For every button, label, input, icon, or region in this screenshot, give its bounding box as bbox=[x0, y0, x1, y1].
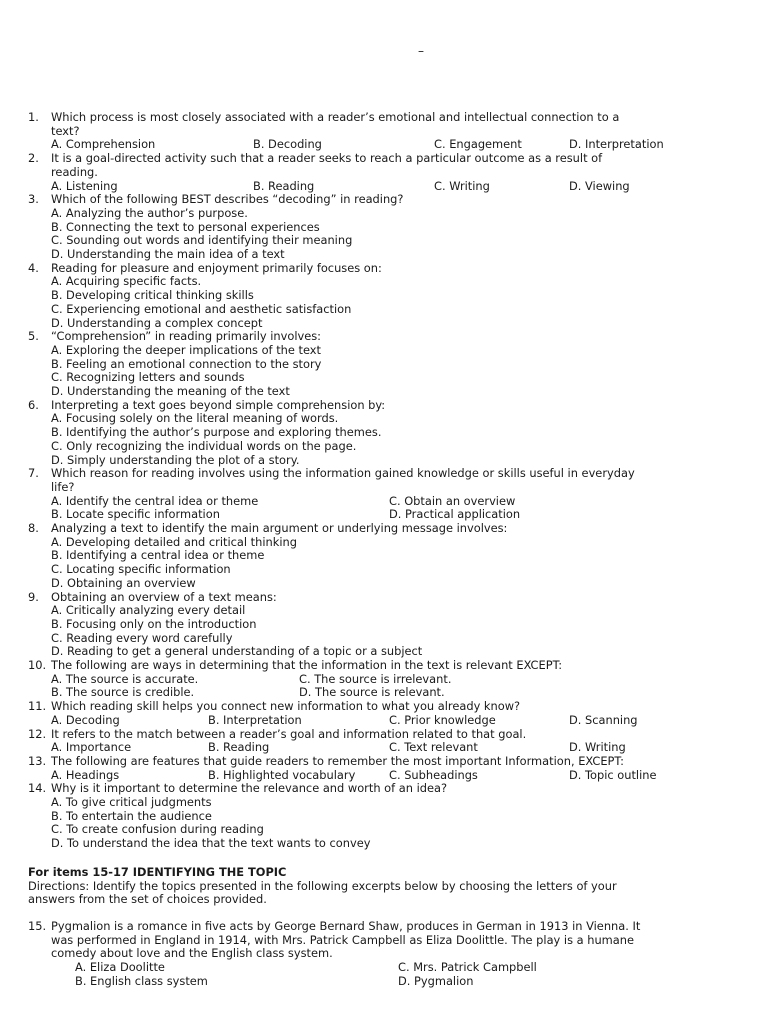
question-text-continued: text? bbox=[51, 123, 80, 138]
answer-option: B. Highlighted vocabulary bbox=[208, 767, 356, 782]
answer-option: B. Decoding bbox=[253, 137, 322, 152]
question-text: Which reason for reading involves using the information gained knowledge or skills useful in everyday bbox=[51, 466, 635, 481]
answer-option: A. The source is accurate. bbox=[51, 671, 199, 686]
question-text: Which of the following BEST describes “decoding” in reading? bbox=[51, 192, 404, 207]
answer-option: B. Interpretation bbox=[208, 712, 302, 727]
answer-option: D. Reading to get a general understanding of a topic or a subject bbox=[51, 644, 423, 659]
answer-option: A. Exploring the deeper implications of the text bbox=[51, 342, 321, 357]
answer-option: D. The source is relevant. bbox=[299, 685, 445, 700]
answer-option: B. Developing critical thinking skills bbox=[51, 288, 254, 303]
answer-option: D. Understanding the main idea of a text bbox=[51, 247, 285, 261]
answer-option: D. Understanding the meaning of the text bbox=[51, 384, 290, 398]
question-number: 8. bbox=[28, 521, 39, 535]
question-text: Why is it important to determine the relevance and worth of an idea? bbox=[51, 781, 448, 796]
answer-option: A. Listening bbox=[51, 178, 118, 193]
answer-option: C. Locating specific information bbox=[51, 562, 231, 577]
question-text-continued: reading. bbox=[51, 164, 98, 179]
answer-option: B. Focusing only on the introduction bbox=[51, 616, 257, 631]
answer-option: D. To understand the idea that the text wants to convey bbox=[51, 836, 371, 851]
answer-option: B. Reading bbox=[208, 740, 270, 755]
answer-option: C. Text relevant bbox=[389, 740, 478, 755]
answer-option: C. Prior knowledge bbox=[389, 712, 496, 727]
question-number: 5. bbox=[28, 329, 39, 344]
answer-option: B. Connecting the text to personal experiences bbox=[51, 219, 320, 234]
answer-option: D. Viewing bbox=[569, 178, 630, 193]
answer-option: C. Engagement bbox=[434, 137, 522, 152]
answer-option: D. Interpretation bbox=[569, 137, 664, 152]
answer-option: B. To entertain the audience bbox=[51, 808, 212, 823]
question-text: Pygmalion is a romance in five acts by George Bernard Shaw, produces in German in 1913 in Vienna. It bbox=[51, 919, 641, 933]
answer-option: B. Identifying a central idea or theme bbox=[51, 548, 265, 563]
question-number: 6. bbox=[28, 397, 39, 412]
answer-option: C. Sounding out words and identifying their meaning bbox=[51, 233, 353, 248]
answer-option: C. Only recognizing the individual words on the page. bbox=[51, 438, 357, 453]
answer-option: D. Writing bbox=[569, 740, 626, 755]
question-text-continued: was performed in England in 1914, with Mrs. Patrick Campbell as Eliza Doolittle. The play is a humane bbox=[51, 932, 634, 947]
answer-option: A. Identify the central idea or theme bbox=[51, 493, 259, 508]
question-text-continued: life? bbox=[51, 479, 75, 494]
answer-option: D. Obtaining an overview bbox=[51, 575, 196, 590]
answer-option: B. The source is credible. bbox=[51, 685, 195, 700]
question-text-continued: comedy about love and the English class system. bbox=[51, 946, 333, 961]
question-number: 14. bbox=[28, 781, 47, 796]
question-text: Interpreting a text goes beyond simple comprehension by: bbox=[51, 397, 386, 412]
question-number: 11. bbox=[28, 699, 47, 714]
answer-option: B. Locate specific information bbox=[51, 507, 220, 522]
answer-option: A. Developing detailed and critical thinking bbox=[51, 534, 297, 549]
question-number: 1. bbox=[28, 110, 39, 124]
question-text: Which reading skill helps you connect new information to what you already know? bbox=[51, 699, 521, 714]
answer-option: A. Importance bbox=[51, 740, 132, 755]
answer-option: C. To create confusion during reading bbox=[51, 822, 264, 837]
answer-option: A. Headings bbox=[51, 767, 120, 782]
directions-text: Directions: Identify the topics presented in the following excerpts below by choosing the letters of your bbox=[28, 878, 617, 893]
answer-option: C. Recognizing letters and sounds bbox=[51, 370, 245, 385]
question-text: It refers to the match between a reader’s goal and information related to that goal. bbox=[51, 726, 527, 741]
question-number: 15. bbox=[28, 919, 47, 933]
question-number: 3. bbox=[28, 192, 39, 207]
answer-option: A. Decoding bbox=[51, 712, 120, 727]
answer-option: C. Obtain an overview bbox=[389, 493, 516, 508]
answer-option: B. Feeling an emotional connection to the story bbox=[51, 356, 322, 371]
question-text: Obtaining an overview of a text means: bbox=[51, 589, 277, 604]
question-text: The following are features that guide readers to remember the most important Information, EXCEPT: bbox=[51, 753, 624, 768]
directions-text: answers from the set of choices provided. bbox=[28, 892, 267, 907]
question-number: 13. bbox=[28, 753, 47, 768]
question-number: 12. bbox=[28, 726, 47, 741]
question-text: “Comprehension” in reading primarily involves: bbox=[51, 329, 322, 344]
answer-option: B. Reading bbox=[253, 178, 315, 193]
answer-option: C. Mrs. Patrick Campbell bbox=[398, 960, 537, 975]
answer-option: A. To give critical judgments bbox=[51, 795, 212, 809]
question-number: 2. bbox=[28, 151, 39, 166]
top-dash-mark: – bbox=[418, 44, 424, 58]
answer-option: B. English class system bbox=[75, 973, 208, 988]
answer-option: A. Analyzing the author’s purpose. bbox=[51, 205, 248, 220]
answer-option: D. Pygmalion bbox=[398, 973, 474, 988]
answer-option: C. Subheadings bbox=[389, 767, 478, 782]
answer-option: D. Simply understanding the plot of a story. bbox=[51, 452, 300, 467]
answer-option: D. Topic outline bbox=[569, 767, 657, 782]
section-heading: For items 15-17 IDENTIFYING THE TOPIC bbox=[28, 865, 287, 879]
answer-option: C. Experiencing emotional and aesthetic satisfaction bbox=[51, 301, 352, 316]
question-text: It is a goal-directed activity such that a reader seeks to reach a particular outcome as a result of bbox=[51, 151, 603, 166]
answer-option: C. Reading every word carefully bbox=[51, 630, 233, 645]
question-text: The following are ways in determining that the information in the text is relevant EXCEPT: bbox=[51, 658, 563, 672]
answer-option: A. Eliza Doolitte bbox=[75, 960, 165, 975]
question-number: 4. bbox=[28, 260, 39, 275]
answer-option: A. Acquiring specific facts. bbox=[51, 274, 202, 289]
answer-option: A. Critically analyzing every detail bbox=[51, 603, 246, 618]
answer-option: A. Comprehension bbox=[51, 137, 156, 152]
question-text: Analyzing a text to identify the main argument or underlying message involves: bbox=[51, 521, 508, 535]
question-text: Which process is most closely associated with a reader’s emotional and intellectual connection to a bbox=[51, 110, 620, 124]
answer-option: C. The source is irrelevant. bbox=[299, 671, 452, 686]
question-number: 10. bbox=[28, 658, 47, 672]
question-number: 7. bbox=[28, 466, 39, 481]
question-number: 9. bbox=[28, 589, 39, 604]
answer-option: C. Writing bbox=[434, 178, 490, 193]
answer-option: D. Understanding a complex concept bbox=[51, 315, 263, 330]
answer-option: A. Focusing solely on the literal meaning of words. bbox=[51, 411, 339, 426]
answer-option: D. Scanning bbox=[569, 712, 638, 727]
answer-option: D. Practical application bbox=[389, 507, 521, 522]
question-text: Reading for pleasure and enjoyment primarily focuses on: bbox=[51, 260, 382, 275]
answer-option: B. Identifying the author’s purpose and exploring themes. bbox=[51, 425, 382, 440]
